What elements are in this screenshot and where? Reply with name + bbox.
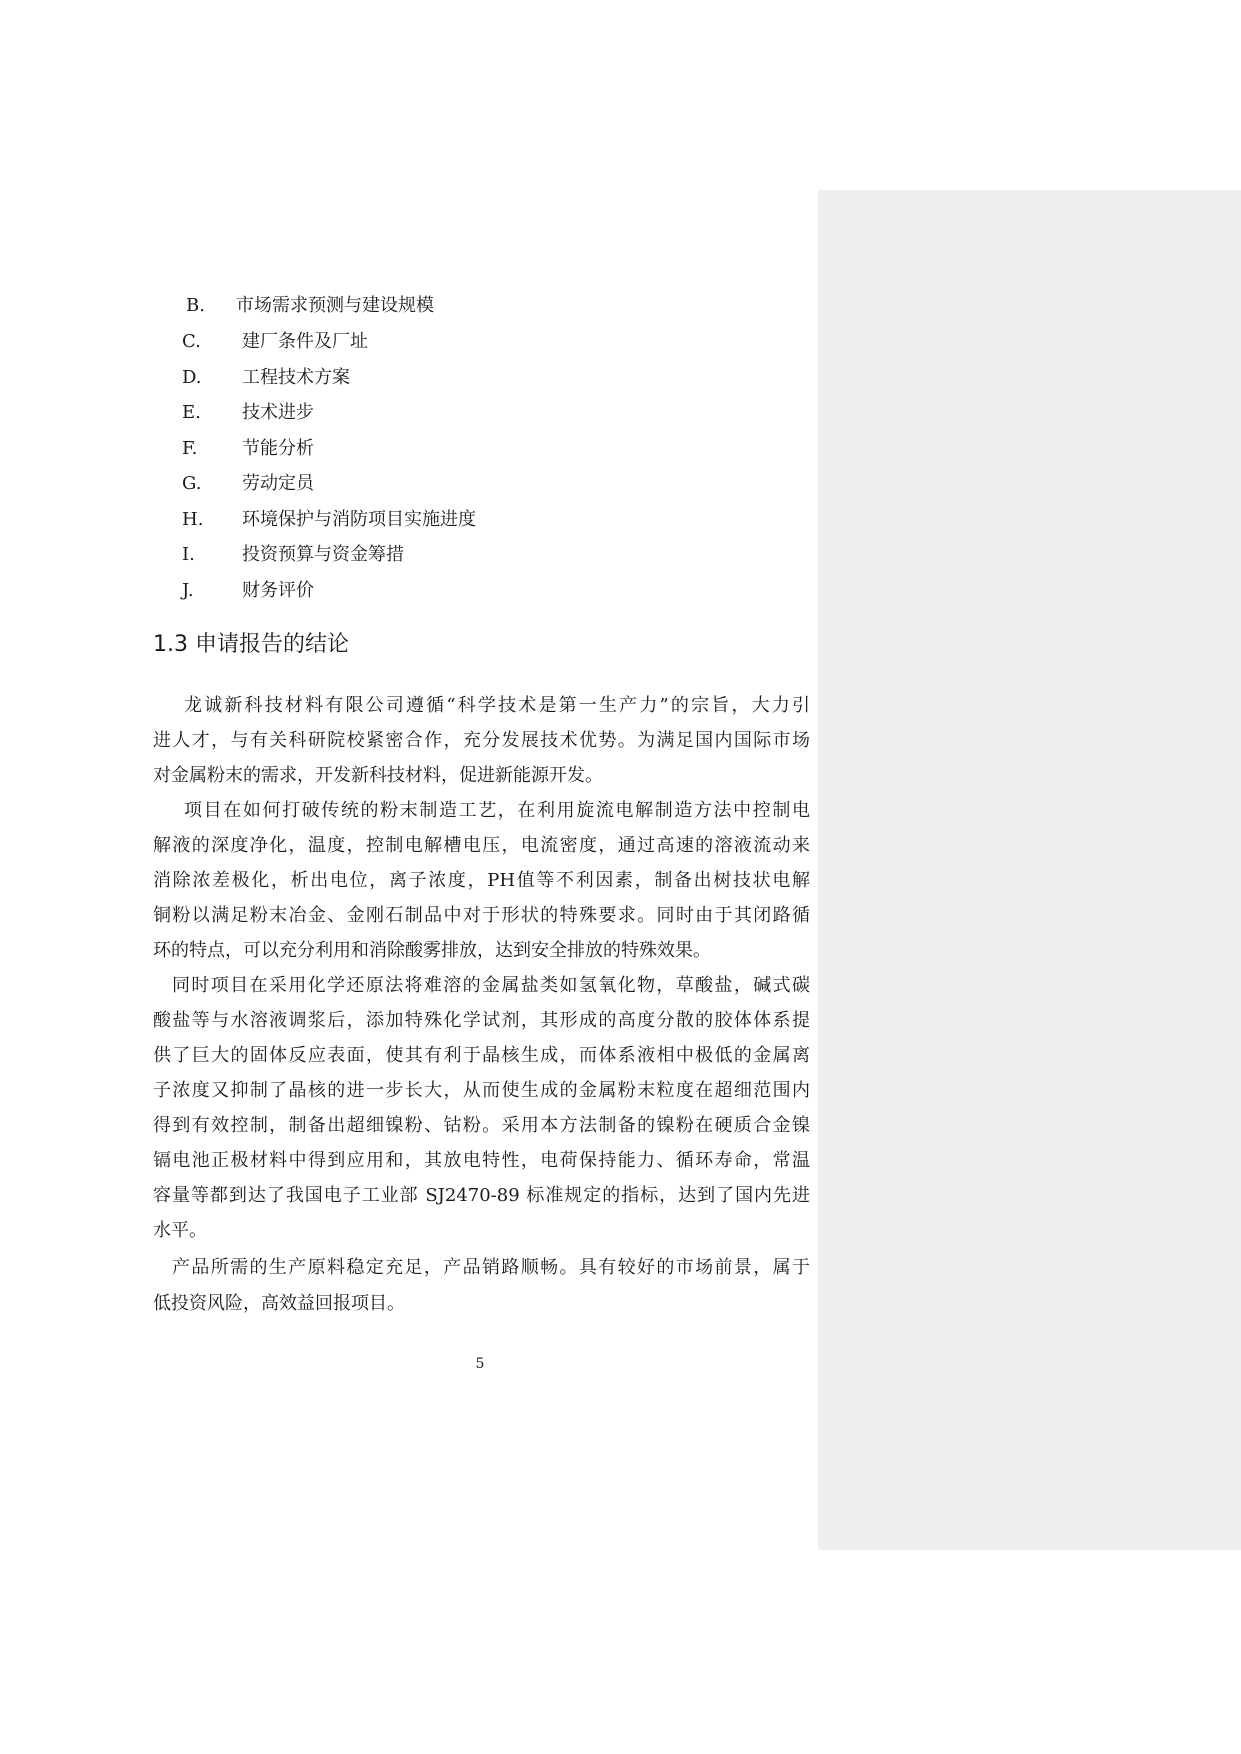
toc-item-letter: I. (182, 544, 195, 565)
toc-item-title: 建厂条件及厂址 (242, 331, 368, 352)
paragraph-line: 产品所需的生产原料稳定充足，产品销路顺畅。具有较好的市场前景，属于 (172, 1257, 810, 1278)
paragraph-line: 解液的深度净化，温度，控制电解槽电压，电流密度，通过高速的溶液流动来 (153, 835, 810, 856)
toc-item-h (182, 508, 476, 532)
toc-item-title: 节能分析 (242, 438, 314, 459)
toc-item-e (182, 401, 314, 425)
paragraph-line: 供了巨大的固体反应表面，使其有利于晶核生成，而体系液相中极低的金属离 (153, 1045, 810, 1066)
paragraph-line: 环的特点，可以充分利用和消除酸雾排放，达到安全排放的特殊效果。 (153, 940, 711, 961)
paragraph-line: 项目在如何打破传统的粉末制造工艺，在利用旋流电解制造方法中控制电 (184, 800, 810, 821)
toc-item-title: 投资预算与资金筹措 (242, 544, 404, 565)
paragraph-line: 龙诚新科技材料有限公司遵循“科学技术是第一生产力”的宗旨，大力引 (184, 695, 810, 716)
comment-margin-pane (818, 190, 1241, 1550)
toc-item-b (186, 294, 434, 318)
toc-item-title: 环境保护与消防项目实施进度 (242, 509, 476, 530)
page-number: 5 (475, 1356, 485, 1372)
toc-item-letter: J. (182, 580, 194, 601)
toc-item-title: 工程技术方案 (242, 367, 350, 388)
paragraph-line: 子浓度又抑制了晶核的进一步长大，从而使生成的金属粉末粒度在超细范围内 (153, 1080, 810, 1101)
toc-item-letter: C. (182, 331, 201, 352)
toc-item-title: 财务评价 (242, 580, 314, 601)
paragraph-line: 消除浓差极化，析出电位，离子浓度，PH值等不利因素，制备出树技状电解 (153, 870, 810, 891)
toc-item-letter: F. (182, 438, 198, 459)
toc-item-title: 市场需求预测与建设规模 (236, 295, 434, 316)
toc-item-c (182, 330, 368, 354)
toc-item-letter: G. (182, 473, 202, 494)
paragraph-line: 铜粉以满足粉末冶金、金刚石制品中对于形状的特殊要求。同时由于其闭路循 (153, 905, 810, 926)
paragraph-line: 对金属粉末的需求，开发新科技材料，促进新能源开发。 (153, 765, 603, 786)
toc-item-g (182, 472, 314, 496)
paragraph-line: 容量等都到达了我国电子工业部 SJ2470-89 标准规定的指标，达到了国内先进 (153, 1185, 810, 1206)
toc-item-letter: E. (182, 402, 201, 423)
toc-item-title: 技术进步 (242, 402, 314, 423)
paragraph-line: 酸盐等与水溶液调浆后，添加特殊化学试剂，其形成的高度分散的胶体体系提 (153, 1010, 810, 1031)
paragraph-line: 水平。 (153, 1220, 207, 1241)
toc-item-letter: H. (182, 509, 204, 530)
toc-item-j (182, 579, 314, 603)
toc-item-letter: D. (182, 367, 202, 388)
paragraph-line: 得到有效控制，制备出超细镍粉、钴粉。采用本方法制备的镍粉在硬质合金镍 (153, 1115, 810, 1136)
toc-item-f (182, 437, 314, 461)
section-heading: 1.3 申请报告的结论 (153, 632, 349, 657)
paragraph-line: 低投资风险，高效益回报项目。 (153, 1293, 405, 1314)
toc-item-title: 劳动定员 (242, 473, 314, 494)
paragraph-line: 镉电池正极材料中得到应用和，其放电特性，电荷保持能力、循环寿命，常温 (153, 1150, 810, 1171)
toc-item-letter: B. (186, 295, 205, 316)
paragraph-line: 进人才，与有关科研院校紧密合作，充分发展技术优势。为满足国内国际市场 (153, 730, 810, 751)
paragraph-line: 同时项目在采用化学还原法将难溶的金属盐类如氢氧化物，草酸盐，碱式碳 (172, 975, 810, 996)
toc-item-d (182, 366, 350, 390)
toc-item-i (182, 543, 404, 567)
